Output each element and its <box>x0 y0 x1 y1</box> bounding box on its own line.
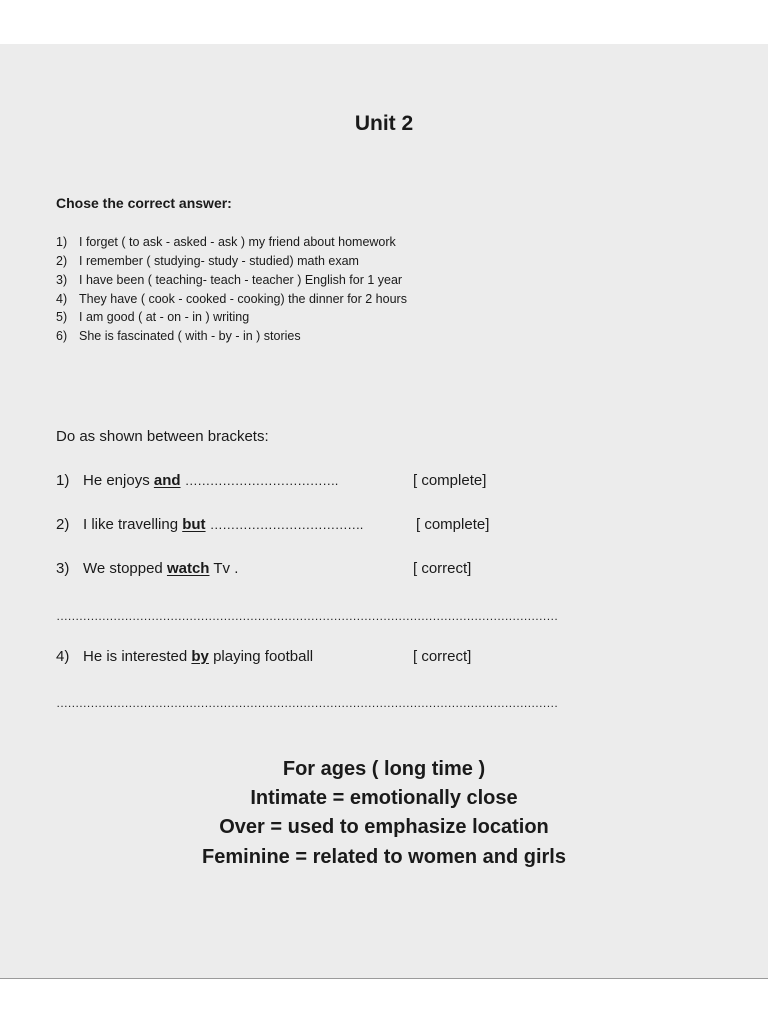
bracket-question <box>56 472 338 489</box>
question-text: I remember ( studying- study - studied) math exam <box>79 254 359 268</box>
question-text: They have ( cook - cooked - cooking) the dinner for 2 hours <box>79 292 407 306</box>
question-text: I am good ( at - on - in ) writing <box>79 310 250 324</box>
question-number: 3) <box>56 273 68 287</box>
question-keyword: watch <box>166 560 210 577</box>
vocabulary-note: Over = used to emphasize location <box>219 816 549 838</box>
question-number: 2) <box>56 516 70 533</box>
answer-dots: ………………………………. <box>209 517 363 532</box>
choice-question <box>56 329 301 343</box>
question-text: She is fascinated ( with - by - in ) stories <box>79 329 301 343</box>
question-text: I forget ( to ask - asked - ask ) my friend about homework <box>79 235 396 249</box>
answer-line: …………………………………………………………………………………………………………………… <box>56 609 558 623</box>
page-title: Unit 2 <box>354 112 414 135</box>
section-2-heading: Do as shown between brackets: <box>56 428 269 445</box>
choice-question <box>56 254 359 268</box>
instruction-label: [ correct] <box>413 648 472 665</box>
question-text-after: playing football <box>208 648 314 665</box>
question-keyword: by <box>191 648 209 665</box>
question-number: 2) <box>56 254 68 268</box>
question-number: 5) <box>56 310 68 324</box>
question-text-before: We stopped <box>83 560 167 577</box>
instruction-label: [ complete] <box>416 516 490 533</box>
answer-dots: ………………………………. <box>184 473 338 488</box>
section-1-heading: Chose the correct answer: <box>56 195 232 211</box>
question-number: 4) <box>56 292 68 306</box>
instruction-label: [ complete] <box>413 472 487 489</box>
question-keyword: and <box>153 472 181 489</box>
bracket-question <box>56 560 238 577</box>
choice-question <box>56 292 407 306</box>
choice-question <box>56 235 396 249</box>
question-text-before: I like travelling <box>83 516 183 533</box>
choice-question <box>56 310 249 324</box>
question-text-before: He enjoys <box>83 472 154 489</box>
question-text: I have been ( teaching- teach - teacher ) English for 1 year <box>79 273 403 287</box>
question-number: 1) <box>56 235 68 249</box>
question-number: 4) <box>56 648 70 665</box>
question-text-after: Tv . <box>209 560 239 577</box>
instruction-label: [ correct] <box>413 560 472 577</box>
bracket-question <box>56 516 363 533</box>
vocabulary-note: Feminine = related to women and girls <box>202 846 566 868</box>
question-number: 6) <box>56 329 68 343</box>
worksheet-page <box>0 44 768 979</box>
question-text-before: He is interested <box>83 648 192 665</box>
vocabulary-note: For ages ( long time ) <box>282 758 486 780</box>
question-keyword: but <box>182 516 206 533</box>
choice-question <box>56 273 402 287</box>
question-number: 3) <box>56 560 70 577</box>
vocabulary-note: Intimate = emotionally close <box>250 787 518 809</box>
answer-line: …………………………………………………………………………………………………………………… <box>56 696 558 710</box>
question-number: 1) <box>56 472 70 489</box>
bracket-question <box>56 648 313 665</box>
